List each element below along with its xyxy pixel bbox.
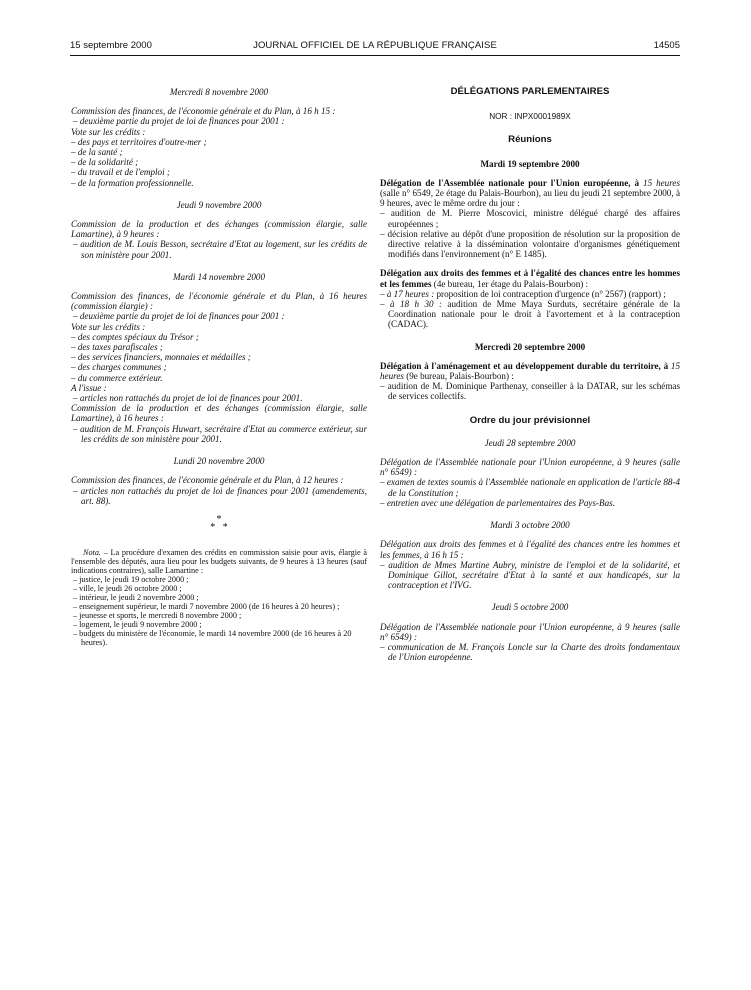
commission-lead: Commission de la production et des échanges (commission élargie, salle Lamartine), à 9 heures : bbox=[71, 219, 367, 240]
item-text: audition de Mme Maya Surduts, secrétaire générale de la Coordination nationale pour le droit à l'avortement et à la contraception (CADAC). bbox=[388, 299, 680, 330]
day-heading: Mercredi 20 septembre 2000 bbox=[474, 341, 586, 352]
nota-block bbox=[71, 548, 367, 647]
nota-item: – enseignement supérieur, le mardi 7 novembre 2000 (de 16 heures à 20 heures) ; bbox=[73, 601, 340, 611]
agenda-item: – articles non rattachés du projet de loi de finances pour 2001. bbox=[73, 393, 303, 404]
asterism-top: * bbox=[216, 513, 222, 525]
agenda-item: – deuxième partie du projet de loi de finances pour 2001 : bbox=[73, 116, 285, 127]
delegation-lead bbox=[380, 178, 680, 209]
list-item: – des taxes parafiscales ; bbox=[71, 342, 163, 353]
day-heading: Jeudi 5 octobre 2000 bbox=[491, 602, 569, 613]
commission-lead: Commission des finances, de l'économie générale et du Plan, à 16 h 15 : bbox=[71, 106, 336, 117]
meeting-details: (4e bureau, 1er étage du Palais-Bourbon) : bbox=[431, 278, 589, 289]
day-heading: Jeudi 28 septembre 2000 bbox=[484, 437, 576, 448]
meeting-time: 15 heures bbox=[643, 177, 680, 188]
day-heading: Mardi 3 octobre 2000 bbox=[490, 520, 570, 531]
left-column bbox=[71, 87, 367, 647]
agenda-item: – audition de M. Dominique Parthenay, conseiller à la DATAR, sur les schémas de services collectifs. bbox=[380, 381, 680, 402]
section-lundi-20-novembre bbox=[71, 456, 367, 506]
list-item: – des services financiers, monnaies et médailles ; bbox=[71, 352, 251, 363]
subsection-heading-reunions: Réunions bbox=[508, 134, 552, 146]
list-item: – des charges communes ; bbox=[71, 362, 167, 373]
section-mardi-14-novembre bbox=[71, 272, 367, 444]
nota-text: – La procédure d'examen des crédits en commission saisie pour avis, élargie à l'ensemble des députés, aura lieu pour les budgets suivants, de 9 heures à 13 heures (sauf indications contraires), salle Lamartine : bbox=[71, 547, 367, 575]
list-item: – du travail et de l'emploi ; bbox=[71, 167, 170, 178]
day-heading: Jeudi 9 novembre 2000 bbox=[176, 199, 262, 210]
section-jeudi-28-septembre bbox=[380, 438, 680, 508]
vote-label: Vote sur les crédits : bbox=[71, 321, 146, 332]
meeting-details: (9e bureau, Palais-Bourbon) : bbox=[403, 371, 514, 382]
nota-paragraph bbox=[71, 548, 367, 575]
item-text: proposition de loi contraception d'urgence (n° 2567) (rapport) ; bbox=[434, 288, 666, 299]
delegation-name: Délégation de l'Assemblée nationale pour l'Union européenne, à bbox=[380, 177, 640, 188]
meeting-details: (salle n° 6549, 2e étage du Palais-Bourbon), au lieu du jeudi 21 septembre 2000, à 9 heures, avec le même ordre du jour : bbox=[380, 188, 680, 209]
commission-lead: Commission de la production et des échanges (commission élargie, salle Lamartine), à 16 heures : bbox=[71, 403, 367, 424]
agenda-item: – examen de textes soumis à l'Assemblée nationale en application de l'article 88-4 de la Constitution ; bbox=[380, 477, 680, 498]
delegation-name: Délégation aux droits des femmes et à l'égalité des chances entre les hommes et les femmes bbox=[380, 268, 680, 289]
section-mercredi-20-septembre bbox=[380, 342, 680, 402]
agenda-item bbox=[380, 289, 680, 299]
nota-item: – jeunesse et sports, le mercredi 8 novembre 2000 ; bbox=[73, 610, 242, 620]
nota-label: Nota. bbox=[83, 547, 101, 557]
header-date: 15 septembre 2000 bbox=[70, 40, 152, 51]
agenda-item: – deuxième partie du projet de loi de finances pour 2001 : bbox=[73, 311, 285, 322]
agenda-item: – audition de M. François Huwart, secrétaire d'Etat au commerce extérieur, sur les crédits de son ministère pour 2001. bbox=[73, 423, 367, 444]
commission-lead: Commission des finances, de l'économie générale et du Plan, à 12 heures : bbox=[71, 475, 344, 486]
nota-item: – intérieur, le jeudi 2 novembre 2000 ; bbox=[73, 592, 199, 602]
section-jeudi-9-novembre bbox=[71, 200, 367, 260]
nota-item: – budgets du ministère de l'économie, le mardi 14 novembre 2000 (de 16 heures à 20 heures). bbox=[73, 628, 352, 647]
item-time: – à 17 heures : bbox=[380, 288, 435, 299]
agenda-item: – articles non rattachés du projet de loi de finances pour 2001 (amendements, art. 88). bbox=[73, 485, 367, 506]
issue-label: A l'issue : bbox=[71, 382, 107, 393]
delegation-lead: Délégation de l'Assemblée nationale pour l'Union européenne, à 9 heures (salle n° 6549) : bbox=[380, 457, 680, 478]
agenda-item: – communication de M. François Loncle sur la Charte des droits fondamentaux de l'Union européenne. bbox=[380, 641, 680, 663]
subsection-heading-ordre: Ordre du jour prévisionnel bbox=[469, 414, 591, 426]
list-item: – des comptes spéciaux du Trésor ; bbox=[71, 331, 199, 342]
nota-item: – justice, le jeudi 19 octobre 2000 ; bbox=[73, 574, 189, 584]
list-item: – de la santé ; bbox=[71, 147, 123, 158]
delegation-name: Délégation à l'aménagement et au développement durable du territoire, à bbox=[380, 360, 669, 371]
page-number: 14505 bbox=[653, 40, 680, 51]
journal-title: JOURNAL OFFICIEL DE LA RÉPUBLIQUE FRANÇAISE bbox=[253, 40, 497, 51]
meeting-time: 15 heures bbox=[380, 360, 680, 382]
right-column bbox=[380, 87, 680, 662]
list-item: – du commerce extérieur. bbox=[71, 372, 163, 383]
nota-item: – logement, le jeudi 9 novembre 2000 ; bbox=[73, 619, 202, 629]
running-header bbox=[70, 40, 680, 52]
day-heading: Lundi 20 novembre 2000 bbox=[173, 456, 265, 467]
item-time: – à 18 h 30 : bbox=[380, 299, 442, 310]
header-rule bbox=[70, 55, 680, 56]
section-heading: DÉLÉGATIONS PARLEMENTAIRES bbox=[450, 86, 610, 97]
agenda-item: – audition de M. Louis Besson, secrétaire d'Etat au logement, sur les crédits de son ministère pour 2001. bbox=[73, 239, 367, 260]
vote-label: Vote sur les crédits : bbox=[71, 126, 146, 137]
asterism-bottom: * * bbox=[210, 521, 228, 533]
agenda-item: – entretien avec une délégation de parlementaires des Pays-Bas. bbox=[380, 497, 615, 508]
delegation-lead bbox=[380, 268, 680, 288]
day-heading: Mardi 14 novembre 2000 bbox=[172, 271, 266, 282]
section-mardi-3-octobre bbox=[380, 520, 680, 590]
list-item: – de la formation professionnelle. bbox=[71, 177, 194, 188]
agenda-item: – audition de M. Pierre Moscovici, ministre délégué chargé des affaires européennes ; bbox=[380, 208, 680, 229]
agenda-item bbox=[380, 299, 680, 330]
asterism bbox=[71, 513, 367, 533]
nor-reference: NOR : INPX0001989X bbox=[489, 112, 571, 122]
nota-item: – ville, le jeudi 26 octobre 2000 ; bbox=[73, 583, 182, 593]
agenda-item: – décision relative au dépôt d'une proposition de résolution sur la proposition de directive relative à la dissémination volontaire d'organismes génétiquement modifiés dans l'environnement (n° E 1485). bbox=[380, 228, 680, 260]
delegation-lead bbox=[380, 361, 680, 381]
section-jeudi-5-octobre bbox=[380, 602, 680, 662]
commission-lead: Commission des finances, de l'économie générale et du Plan, à 16 heures (commission élargie) : bbox=[71, 291, 367, 312]
day-heading: Mercredi 8 novembre 2000 bbox=[169, 87, 269, 97]
section-mercredi-8-novembre bbox=[71, 87, 367, 188]
delegation-lead: Délégation aux droits des femmes et à l'égalité des chances entre les hommes et les femmes, à 16 h 15 : bbox=[380, 539, 680, 560]
list-item: – de la solidarité ; bbox=[71, 157, 139, 168]
agenda-item: – audition de Mmes Martine Aubry, ministre de l'emploi et de la solidarité, et Dominique Gillot, secrétaire d'Etat à la santé et aux handicapés, sur la contraception et l'IVG. bbox=[380, 559, 680, 591]
day-heading: Mardi 19 septembre 2000 bbox=[480, 158, 580, 169]
delegation-lead: Délégation de l'Assemblée nationale pour l'Union européenne, à 9 heures (salle n° 6549) : bbox=[380, 621, 680, 642]
list-item: – des pays et territoires d'outre-mer ; bbox=[71, 136, 207, 147]
section-mardi-19-septembre bbox=[380, 159, 680, 330]
